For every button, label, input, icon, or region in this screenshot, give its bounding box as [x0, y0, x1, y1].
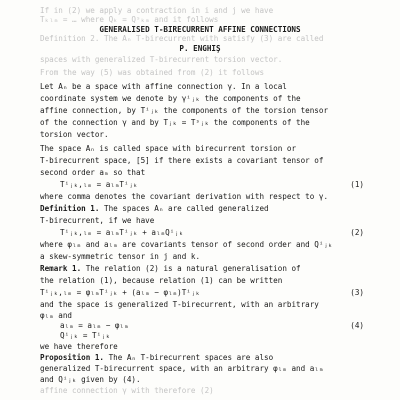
paragraph-line: where comma denotes the covariant derivation with respect to γ.: [40, 192, 329, 201]
definition-label: Definition 1.: [40, 204, 100, 213]
paragraph-line: second order aₘ so that: [40, 168, 146, 177]
bleed-through-text: affine connection γ with therefore (2): [40, 386, 214, 395]
paragraph-line: T-birecurrent space, [5] if there exists a covariant tensor of: [40, 156, 324, 165]
equation-number: (3): [350, 288, 364, 297]
paragraph-line: Let Aₙ be a space with affine connection γ. In a local: [40, 82, 287, 91]
paragraph-line: coordinate system we denote by γⁱⱼₖ the components of the: [40, 94, 301, 103]
proposition-1: [40, 353, 380, 362]
paragraph-line: φₗₘ and: [40, 311, 73, 320]
paragraph-line: where φₗₘ and aₗₘ are covariants tensor of second order and Qⁱⱼₖ: [40, 240, 333, 249]
paragraph-line: a skew-symmetric tensor in j and k.: [40, 252, 201, 261]
proposition-text: The Aₙ T-birecurrent spaces are also: [104, 353, 274, 362]
proposition-label: Proposition 1.: [40, 353, 105, 362]
bleed-through-text: If in (2) we apply a contraction in i and j we have: [40, 6, 274, 15]
paragraph-line: we have therefore: [40, 342, 118, 351]
paragraph-line: The space Aₙ is called space with birecurrent torsion or: [40, 144, 297, 153]
equation-1: Tⁱⱼₖ,ₗₘ = aₗₘTⁱⱼₖ: [60, 180, 138, 189]
paragraph-line: and Qⁱⱼₖ given by (4).: [40, 375, 141, 384]
paragraph-line: affine connection, by Tⁱⱼₖ the components of the torsion tensor: [40, 106, 329, 115]
bleed-through-text: Definition 2. The Aₙ T-birecurrent with satisfy (3) are called: [40, 34, 324, 43]
paragraph-line: torsion vector.: [40, 130, 109, 139]
author-name: P. ENGHIŞ: [179, 44, 221, 53]
remark-text: The relation (2) is a natural generalisation of: [81, 264, 301, 273]
paper-title: GENERALISED T-BIRECURRENT AFFINE CONNECTIONS: [99, 25, 301, 34]
equation-number: (4): [350, 321, 364, 330]
paragraph-line: T-birecurrent, if we have: [40, 216, 155, 225]
paragraph-line: of the connection γ and by Tⱼₖ = Tˢⱼₖ the components of the: [40, 118, 310, 127]
paragraph-line: and the space is generalized T-birecurrent, with an arbitrary: [40, 300, 319, 309]
equation-4b: Qⁱⱼₖ = Tⁱⱼₖ: [60, 331, 111, 340]
equation-3: Tⁱⱼₖ,ₗₘ = φₗₘTⁱⱼₖ + (aₗₘ − φₗₘ)Tⁱⱼₖ: [40, 288, 201, 297]
bleed-through-text: spaces with generalized T-birecurrent torsion vector.: [40, 55, 283, 64]
equation-2: Tⁱⱼₖ,ₗₘ = aₗₘTⁱⱼₖ + aₗₘQⁱⱼₖ: [60, 228, 184, 237]
paragraph-line: generalized T-birecurrent space, with an arbitrary φₗₘ and aₗₘ: [40, 364, 324, 373]
paragraph-line: the relation (1), because relation (1) can be written: [40, 276, 283, 285]
bleed-through-text: Tₖₗₘ = … where Qₖ = Qˢₖₘ and it follows: [40, 15, 219, 24]
remark-1: [40, 264, 380, 273]
definition-1: [40, 204, 380, 213]
definition-text: The spaces Aₙ are called generalized: [99, 204, 269, 213]
bleed-through-text: From the way (5) was obtained from (2) it follows: [40, 68, 265, 77]
equation-number: (1): [350, 180, 364, 189]
equation-4a: aₗₘ = aₗₘ − φₗₘ: [60, 321, 129, 330]
equation-number: (2): [350, 228, 364, 237]
remark-label: Remark 1.: [40, 264, 82, 273]
